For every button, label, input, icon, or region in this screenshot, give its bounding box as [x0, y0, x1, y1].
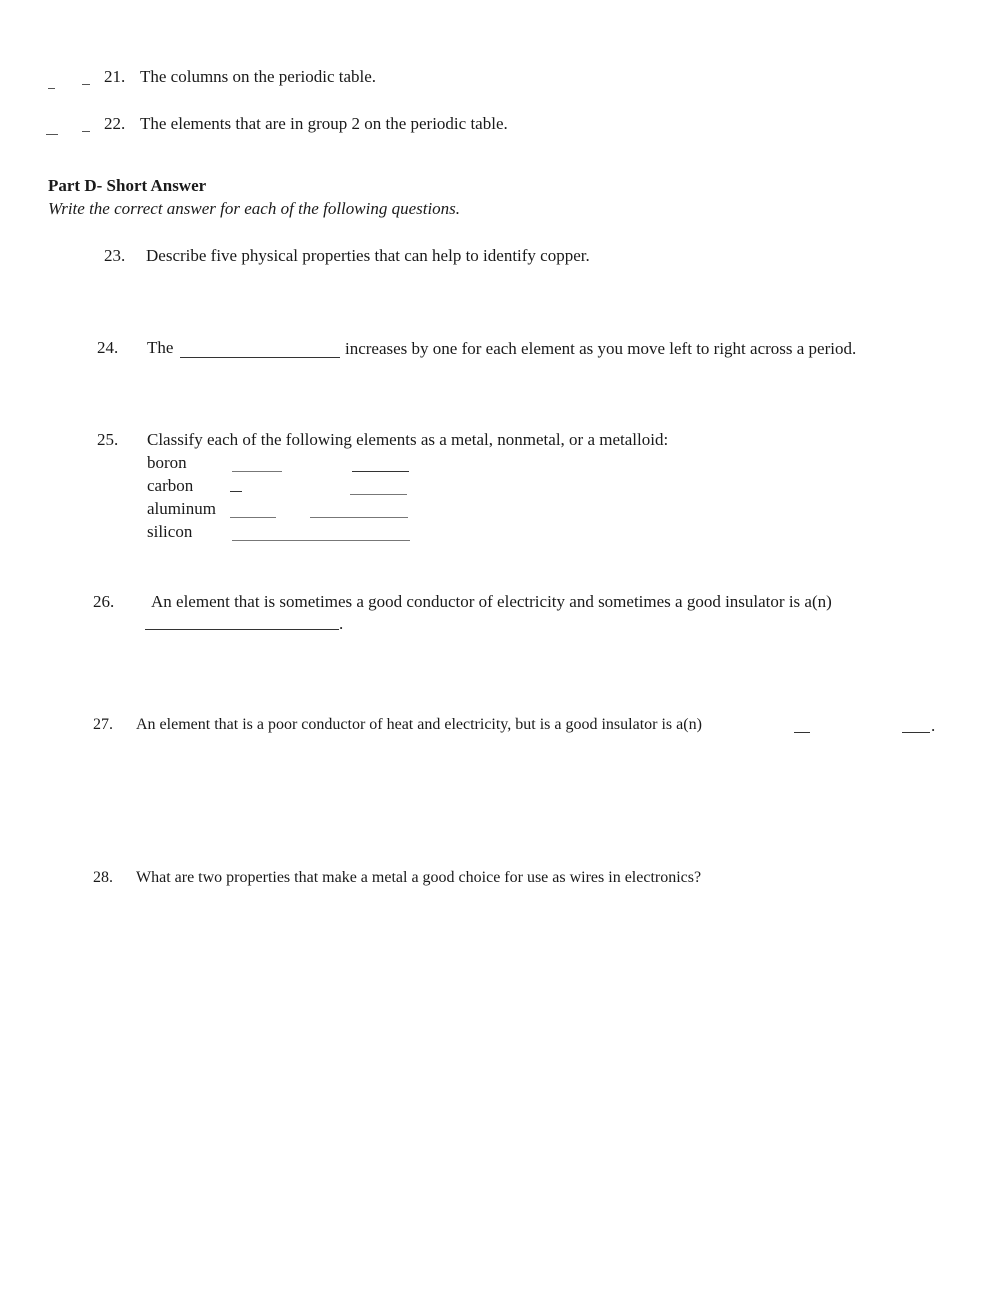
question-26-period: .: [339, 614, 344, 633]
answer-blank-22a[interactable]: [46, 134, 58, 135]
question-number-21: 21.: [104, 67, 126, 86]
answer-blank-boron-a[interactable]: [232, 471, 282, 472]
question-number-28: 28.: [93, 869, 113, 886]
question-text-25: Classify each of the following elements as a metal, nonmetal, or a metalloid:: [147, 430, 669, 449]
answer-blank-aluminum-b[interactable]: [310, 517, 408, 518]
question-text-24-after: increases by one for each element as you move left to right across a period.: [345, 339, 857, 358]
section-title: Part D- Short Answer: [48, 176, 207, 195]
question-number-24: 24.: [97, 338, 119, 357]
element-label-aluminum: aluminum: [147, 499, 216, 518]
question-text-22: The elements that are in group 2 on the periodic table.: [140, 114, 508, 133]
answer-blank-27a[interactable]: [794, 732, 810, 733]
element-label-silicon: silicon: [147, 522, 193, 541]
element-label-boron: boron: [147, 453, 187, 472]
question-number-22: 22.: [104, 114, 126, 133]
answer-blank-24[interactable]: [180, 357, 340, 358]
answer-blank-27b[interactable]: [902, 732, 930, 733]
element-label-carbon: carbon: [147, 476, 194, 495]
answer-blank-aluminum-a[interactable]: [230, 517, 276, 518]
question-number-27: 27.: [93, 716, 113, 733]
question-text-23: Describe five physical properties that can help to identify copper.: [146, 246, 590, 265]
answer-blank-carbon-a[interactable]: [230, 491, 242, 492]
question-text-28: What are two properties that make a metal a good choice for use as wires in electronics?: [136, 869, 702, 886]
question-text-21: The columns on the periodic table.: [140, 67, 377, 86]
answer-blank-boron-b[interactable]: [352, 471, 409, 472]
question-text-24-before: The: [147, 338, 174, 357]
question-text-26: An element that is sometimes a good conductor of electricity and sometimes a good insulator is a(n): [151, 592, 832, 611]
answer-blank-carbon-b[interactable]: [350, 494, 407, 495]
question-number-25: 25.: [97, 430, 119, 449]
question-27-period: .: [931, 716, 936, 735]
answer-blank-21b[interactable]: [82, 84, 90, 85]
answer-blank-22b[interactable]: [82, 131, 90, 132]
answer-blank-silicon[interactable]: [232, 540, 410, 541]
section-instructions: Write the correct answer for each of the following questions.: [48, 199, 461, 218]
question-text-27: An element that is a poor conductor of heat and electricity, but is a good insulator is a(n): [136, 716, 702, 733]
question-number-26: 26.: [93, 592, 115, 611]
question-number-23: 23.: [104, 246, 126, 265]
answer-blank-26[interactable]: [145, 629, 339, 630]
answer-blank-21a[interactable]: [48, 88, 55, 89]
